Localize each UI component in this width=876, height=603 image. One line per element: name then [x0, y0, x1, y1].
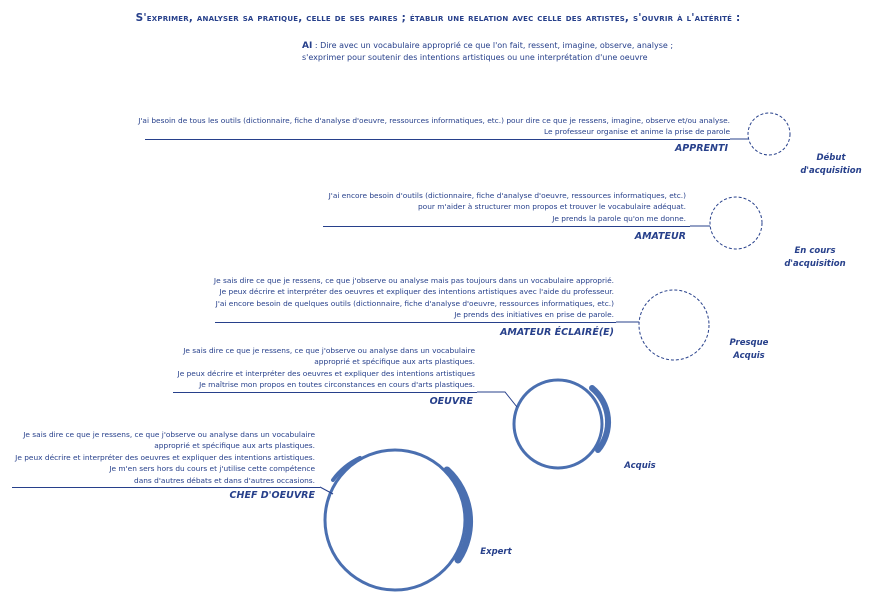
page-title: S'exprimer, analyser sa pratique, celle de ses paires ; établir une relation avec celle des artistes, s'ouvrir à l'altérité : [135, 12, 741, 24]
text-line: approprié et spécifique aux arts plastiques. [154, 441, 315, 451]
circle-acquis [514, 380, 608, 468]
stage-line: En cours [794, 246, 836, 256]
circle-debut-acquisition [748, 113, 790, 155]
stage-debut-acquisition [786, 152, 876, 178]
text-line: approprié et spécifique aux arts plastiques. [314, 357, 475, 367]
stage-line: d'acquisition [800, 166, 862, 176]
underline-apprenti [145, 139, 730, 140]
text-line: Je prends des initiatives en prise de parole. [454, 310, 614, 320]
stage-presque-acquis [704, 337, 794, 363]
stage-acquis [600, 460, 680, 473]
stage-line: Presque [729, 338, 769, 348]
text-line: J'ai encore besoin d'outils (dictionnaire, fiche d'analyse d'oeuvre, ressources informatiques, etc.) [328, 191, 686, 200]
level-chef-oeuvre-description [15, 429, 315, 486]
underline-amateur-eclaire [215, 322, 616, 323]
text-line: J'ai besoin de tous les outils (dictionnaire, fiche d'analyse d'oeuvre, ressources informatiques, etc.) pour dire ce que je ressens, imagine, observe et/ou analyse. [138, 116, 730, 125]
text-line: J'ai encore besoin de quelques outils (dictionnaire, fiche d'analyse d'oeuvre, ressources informatiques, etc.) [215, 298, 614, 308]
text-line: Je m'en sers hors du cours et j'utilise cette compétence [109, 464, 315, 474]
level-amateur-eclaire-description [214, 275, 614, 321]
circle-presque-acquis [639, 290, 709, 360]
competency-line-1: : Dire avec un vocabulaire approprié ce que l'on fait, ressent, imagine, observe, analyse ; [312, 41, 674, 50]
stage-line: Expert [480, 547, 512, 557]
stage-line: Acquis [624, 461, 656, 471]
level-apprenti-label: APPRENTI [674, 143, 728, 154]
competency-code: AI [302, 41, 313, 51]
stage-line: Acquis [733, 351, 765, 361]
level-amateur-eclaire-label: AMATEUR ÉCLAIRÉ(E) [500, 327, 614, 338]
text-line: Je peux décrire et interpréter des oeuvres et expliquer des intentions artistiques [177, 368, 475, 378]
level-oeuvre-description [178, 345, 475, 391]
level-amateur-label: AMATEUR [634, 231, 686, 242]
circle-expert [325, 450, 470, 590]
competency-line-2: s'exprimer pour soutenir des intentions artistiques ou une interprétation d'une oeuvre [302, 53, 648, 62]
text-line: Je sais dire ce que je ressens, ce que j'observe ou analyse mais pas toujours dans un vocabulaire approprié. [213, 276, 614, 285]
level-apprenti-description [138, 115, 730, 138]
level-chef-oeuvre-label: CHEF D'OEUVRE [229, 490, 315, 501]
stage-expert [456, 546, 536, 559]
text-line: Je peux décrire et interpréter des oeuvres et expliquer des intentions artistiques. [15, 452, 315, 462]
level-oeuvre-label: OEUVRE [429, 396, 473, 407]
connector-oeuvre [477, 392, 517, 407]
text-line: Je sais dire ce que je ressens, ce que j'observe ou analyse dans un vocabulaire [23, 430, 315, 439]
underline-chef-oeuvre [12, 487, 320, 488]
text-line: Je sais dire ce que je ressens, ce que j'observe ou analyse dans un vocabulaire [183, 346, 475, 355]
stage-line: Début [816, 153, 846, 163]
text-line: Je maîtrise mon propos en toutes circonstances en cours d'arts plastiques. [199, 380, 475, 390]
level-amateur-description [329, 190, 686, 224]
circle-en-cours-acquisition [710, 197, 762, 249]
stage-line: d'acquisition [784, 259, 846, 269]
text-line: dans d'autres débats et dans d'autres occasions. [134, 475, 315, 485]
text-line: Je peux décrire et interpréter des oeuvres et expliquer des intentions artistiques avec l'aide du professeur. [219, 287, 614, 297]
stage-en-cours-acquisition [770, 245, 860, 271]
text-line: Le professeur organise et anime la prise de parole [544, 127, 730, 137]
underline-amateur [323, 226, 690, 227]
underline-oeuvre [173, 392, 477, 393]
text-line: pour m'aider à structurer mon propos et trouver le vocabulaire adéquat. [417, 202, 686, 212]
text-line: Je prends la parole qu'on me donne. [552, 213, 686, 223]
